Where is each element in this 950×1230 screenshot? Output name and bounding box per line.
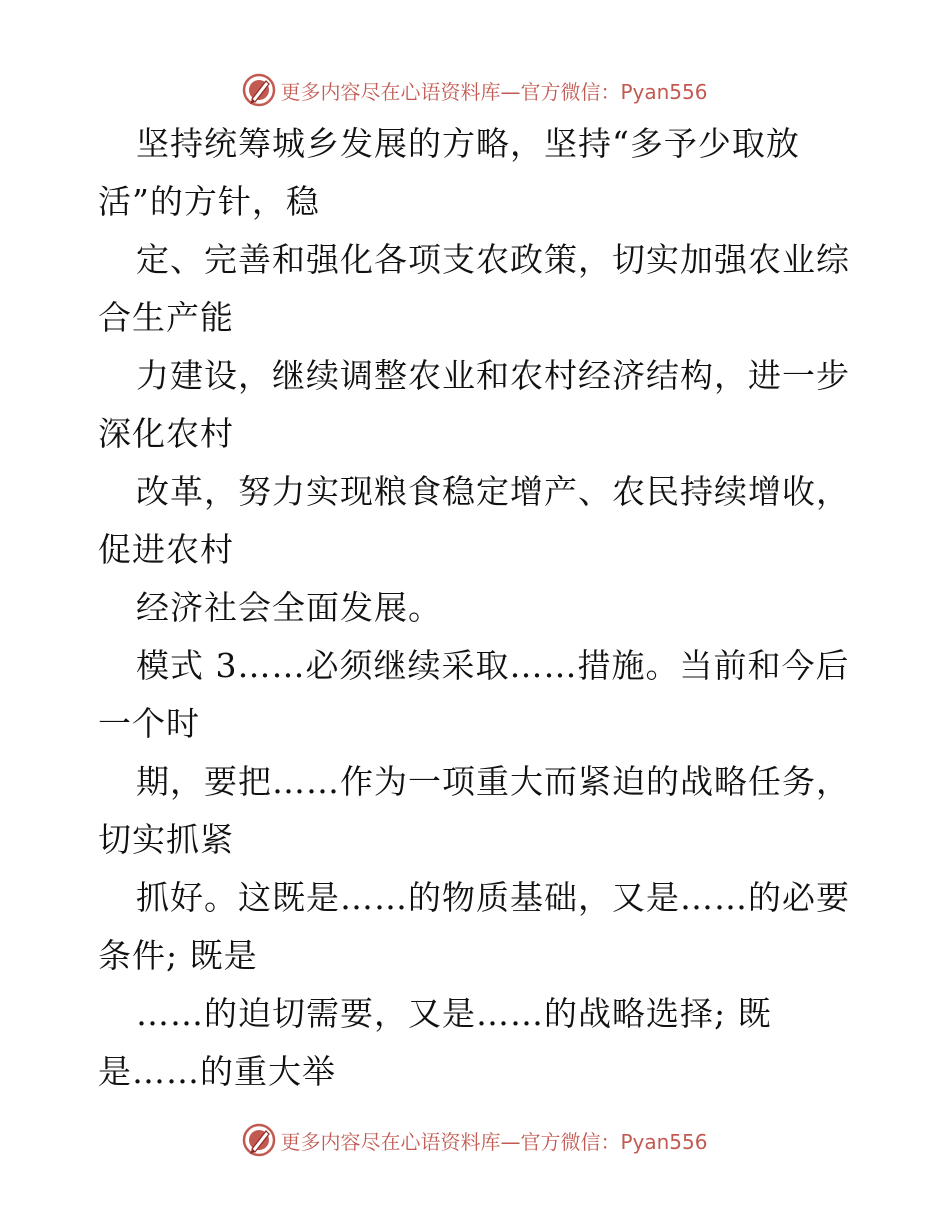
- text-line: 合生产能: [98, 298, 234, 337]
- text-line: 条件; 既是: [98, 936, 258, 975]
- text-line: 经济社会全面发展。: [136, 588, 442, 627]
- watermark-text: 更多内容尽在心语资料库—官方微信：Pyan556: [280, 1129, 708, 1154]
- text-line: 一个时: [98, 704, 200, 743]
- watermark-text: 更多内容尽在心语资料库—官方微信：Pyan556: [280, 79, 708, 104]
- text-line: 改革，努力实现粮食稳定增产、农民持续增收，: [136, 472, 850, 511]
- text-line: 促进农村: [98, 530, 234, 569]
- watermark-footer: [0, 1120, 950, 1160]
- text-line: 抓好。这既是……的物质基础，又是……的必要: [136, 878, 850, 917]
- text-line: 期，要把……作为一项重大而紧迫的战略任务，: [136, 762, 850, 801]
- text-line: 是……的重大举: [98, 1052, 336, 1091]
- text-line: 力建设，继续调整农业和农村经济结构，进一步: [136, 356, 850, 395]
- text-line: 切实抓紧: [98, 820, 234, 859]
- text-line: 模式 3……必须继续采取……措施。当前和今后: [136, 646, 850, 685]
- text-line: ……的迫切需要，又是……的战略选择; 既: [136, 994, 772, 1033]
- document-body: [0, 118, 950, 1108]
- text-line: 活”的方针，稳: [98, 182, 320, 221]
- pen-seal-icon: [242, 1123, 276, 1157]
- watermark-header: [0, 70, 950, 110]
- text-line: 定、完善和强化各项支农政策，切实加强农业综: [136, 240, 850, 279]
- text-line: 深化农村: [98, 414, 234, 453]
- pen-seal-icon: [242, 73, 276, 107]
- text-line: 坚持统筹城乡发展的方略，坚持“多予少取放: [136, 124, 800, 163]
